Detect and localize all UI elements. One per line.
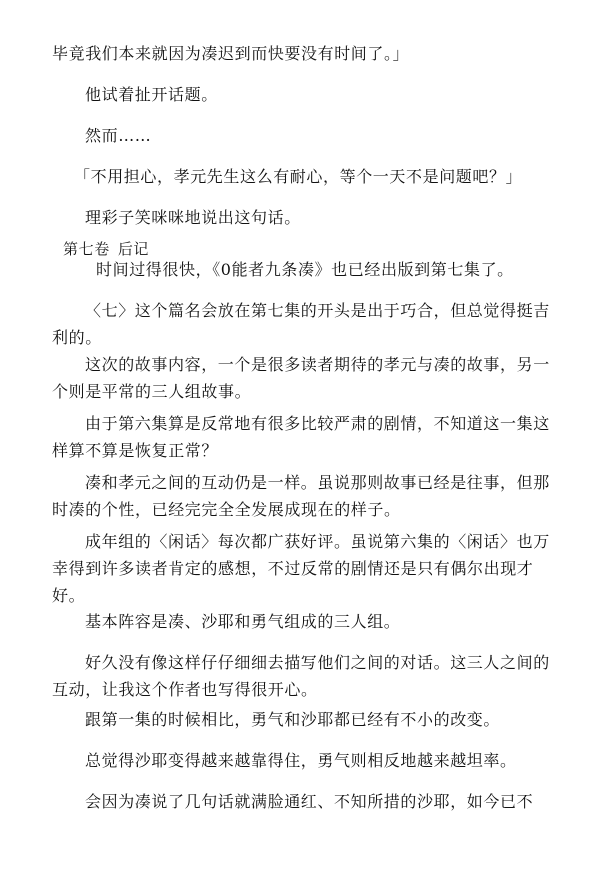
paragraph: 会因为凑说了几句话就满脸通红、不知所措的沙耶，如今已不 (85, 792, 534, 811)
paragraph: 然而…… (85, 126, 152, 145)
paragraph: 理彩子笑咪咪地说出这句话。 (85, 208, 301, 227)
paragraph: 时间过得很快，《0能者九条凑》也已经出版到第七集了。 (96, 260, 514, 279)
paragraph-continuation: 毕竟我们本来就因为凑迟到而快要没有时间了。」 (52, 44, 410, 63)
paragraph-dialogue: 「不用担心，孝元先生这么有耐心，等个一天不是问题吧？」 (74, 167, 523, 186)
paragraph: 他试着扯开话题。 (85, 85, 218, 104)
chapter-volume: 第七卷 (63, 240, 110, 258)
paragraph: 这次的故事内容，一个是很多读者期待的孝元与凑的故事，另一个则是平常的三人组故事。 (52, 355, 550, 401)
paragraph: 由于第六集算是反常地有很多比较严肃的剧情，不知道这一集这样算不算是恢复正常？ (52, 414, 550, 460)
paragraph: 总觉得沙耶变得越来越靠得住，勇气则相反地越来越坦率。 (85, 751, 517, 770)
chapter-title: 后记 (117, 240, 150, 258)
paragraph: 基本阵容是凑、沙耶和勇气组成的三人组。 (85, 612, 401, 631)
paragraph: 好久没有像这样仔仔细细去描写他们之间的对话。这三人之间的互动，让我这个作者也写得很开心。 (52, 653, 550, 699)
paragraph: 凑和孝元之间的互动仍是一样。虽说那则故事已经是往事，但那时凑的个性，已经完完全全发展成现在的样子。 (52, 473, 550, 519)
paragraph: 〈七〉这个篇名会放在第七集的开头是出于巧合，但总觉得挺吉利的。 (52, 301, 550, 347)
paragraph: 跟第一集的时候相比，勇气和沙耶都已经有不小的改变。 (85, 710, 501, 729)
paragraph: 成年组的〈闲话〉每次都广获好评。虽说第六集的〈闲话〉也万幸得到许多读者肯定的感想，不过反常的剧情还是只有偶尔出现才好。 (52, 532, 550, 605)
